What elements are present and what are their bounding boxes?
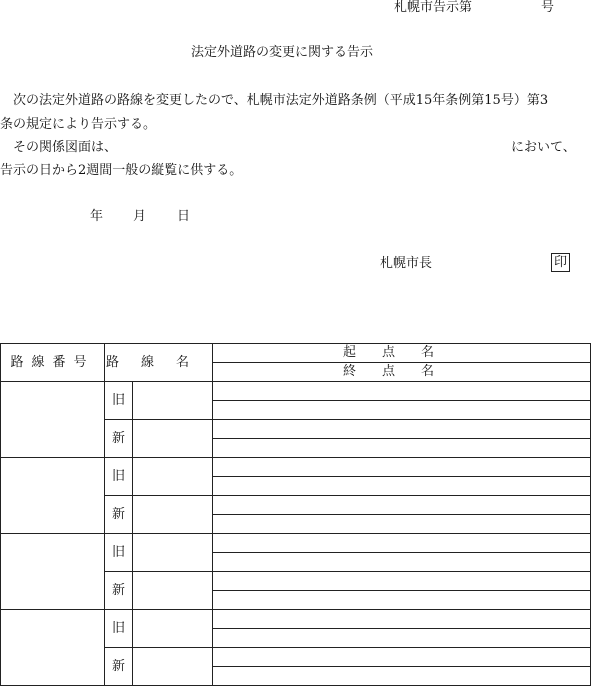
new-marker: 新 bbox=[105, 420, 133, 458]
new-end-point-cell bbox=[213, 667, 591, 686]
date-year: 年 bbox=[90, 209, 104, 224]
old-marker: 旧 bbox=[105, 534, 133, 572]
new-end-point-cell bbox=[213, 439, 591, 458]
old-end-point-cell bbox=[213, 553, 591, 572]
route-number-cell bbox=[1, 382, 105, 458]
new-route-name-cell bbox=[133, 572, 213, 610]
notice-title: 法定外道路の変更に関する告示 bbox=[191, 45, 374, 60]
old-start-point-cell bbox=[213, 458, 591, 477]
old-start-point-cell bbox=[213, 382, 591, 401]
new-start-point-cell bbox=[213, 648, 591, 667]
new-end-point-cell bbox=[213, 591, 591, 610]
new-end-point-cell bbox=[213, 515, 591, 534]
old-marker: 旧 bbox=[105, 458, 133, 496]
old-route-name-cell bbox=[133, 534, 213, 572]
body-line-4: 告示の日から2週間一般の縦覧に供する。 bbox=[0, 163, 243, 178]
new-start-point-cell bbox=[213, 420, 591, 439]
date-day: 日 bbox=[177, 209, 191, 224]
old-route-name-cell bbox=[133, 610, 213, 648]
new-marker: 新 bbox=[105, 572, 133, 610]
old-start-point-cell bbox=[213, 534, 591, 553]
date-month: 月 bbox=[133, 209, 147, 224]
old-route-name-cell bbox=[133, 458, 213, 496]
body-line-3-end: において、 bbox=[511, 140, 576, 155]
notice-number-suffix: 号 bbox=[541, 0, 555, 15]
body-line-1: 次の法定外道路の路線を変更したので、札幌市法定外道路条例（平成15年条例第15号）第3 bbox=[13, 93, 549, 108]
new-marker: 新 bbox=[105, 496, 133, 534]
new-route-name-cell bbox=[133, 648, 213, 686]
body-line-2: 条の規定により告示する。 bbox=[0, 117, 157, 132]
old-marker: 旧 bbox=[105, 610, 133, 648]
route-change-table bbox=[0, 343, 591, 686]
old-end-point-cell bbox=[213, 629, 591, 648]
new-start-point-cell bbox=[213, 496, 591, 515]
header-route-name: 路線名 bbox=[105, 344, 213, 382]
header-end-point: 終点名 bbox=[213, 363, 591, 382]
route-number-cell bbox=[1, 534, 105, 610]
new-marker: 新 bbox=[105, 648, 133, 686]
seal-stamp: 印 bbox=[551, 253, 570, 272]
new-route-name-cell bbox=[133, 420, 213, 458]
old-end-point-cell bbox=[213, 401, 591, 420]
new-route-name-cell bbox=[133, 496, 213, 534]
route-number-cell bbox=[1, 610, 105, 686]
header-start-point: 起点名 bbox=[213, 344, 591, 363]
signer-title: 札幌市長 bbox=[380, 256, 433, 271]
notice-number-prefix: 札幌市告示第 bbox=[394, 0, 473, 15]
old-start-point-cell bbox=[213, 610, 591, 629]
header-route-number: 路線番号 bbox=[1, 344, 105, 382]
old-marker: 旧 bbox=[105, 382, 133, 420]
body-line-3-start: その関係図面は、 bbox=[13, 140, 118, 155]
route-number-cell bbox=[1, 458, 105, 534]
new-start-point-cell bbox=[213, 572, 591, 591]
old-route-name-cell bbox=[133, 382, 213, 420]
old-end-point-cell bbox=[213, 477, 591, 496]
